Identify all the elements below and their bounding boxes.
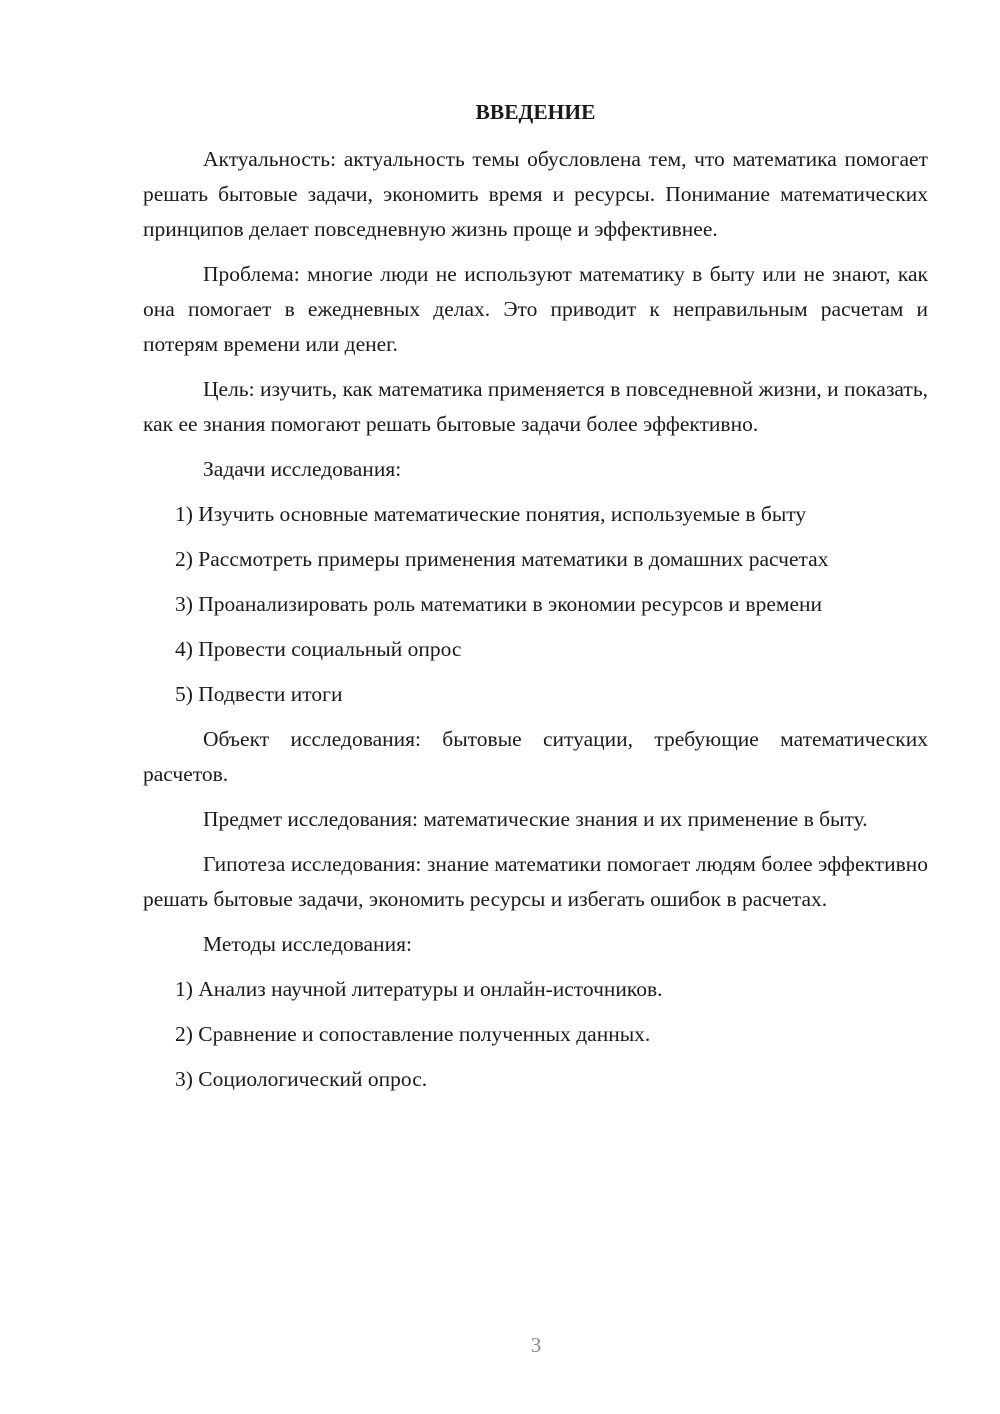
list-item-task-4: 4) Провести социальный опрос — [175, 637, 462, 661]
methods-heading: Методы исследования: — [203, 932, 412, 956]
paragraph-goal: Цель: изучить, как математика применяется в повседневной жизни, и показать, как ее знания помогают решать бытовые задачи более эффективно. — [143, 377, 928, 436]
tasks-heading: Задачи исследования: — [203, 457, 402, 481]
page-title: ВВЕДЕНИЕ — [475, 100, 596, 124]
list-item-task-1: 1) Изучить основные математические понятия, используемые в быту — [175, 502, 807, 526]
paragraph-problem: Проблема: многие люди не используют математику в быту или не знают, как она помогает в ежедневных делах. Это приводит к неправильным расчетам и потерям времени или денег. — [143, 262, 928, 356]
list-item-method-2: 2) Сравнение и сопоставление полученных данных. — [175, 1022, 651, 1046]
paragraph-subject: Предмет исследования: математические знания и их применение в быту. — [203, 807, 868, 831]
paragraph-relevance: Актуальность: актуальность темы обусловлена тем, что математика помогает решать бытовые задачи, экономить время и ресурсы. Понимание математических принципов делает повседневную жизнь проще и эффективнее. — [143, 147, 928, 241]
list-item-method-3: 3) Социологический опрос. — [175, 1067, 428, 1091]
list-item-task-3: 3) Проанализировать роль математики в экономии ресурсов и времени — [175, 592, 823, 616]
paragraph-hypothesis: Гипотеза исследования: знание математики помогает людям более эффективно решать бытовые задачи, экономить ресурсы и избегать ошибок в расчетах. — [143, 852, 928, 911]
list-item-method-1: 1) Анализ научной литературы и онлайн-источников. — [175, 977, 663, 1001]
paragraph-object: Объект исследования: бытовые ситуации, требующие математических расчетов. — [143, 727, 928, 786]
list-item-task-2: 2) Рассмотреть примеры применения математики в домашних расчетах — [175, 547, 829, 571]
document-page — [143, 95, 928, 1107]
list-item-task-5: 5) Подвести итоги — [175, 682, 343, 706]
page-number: 3 — [530, 1333, 542, 1357]
